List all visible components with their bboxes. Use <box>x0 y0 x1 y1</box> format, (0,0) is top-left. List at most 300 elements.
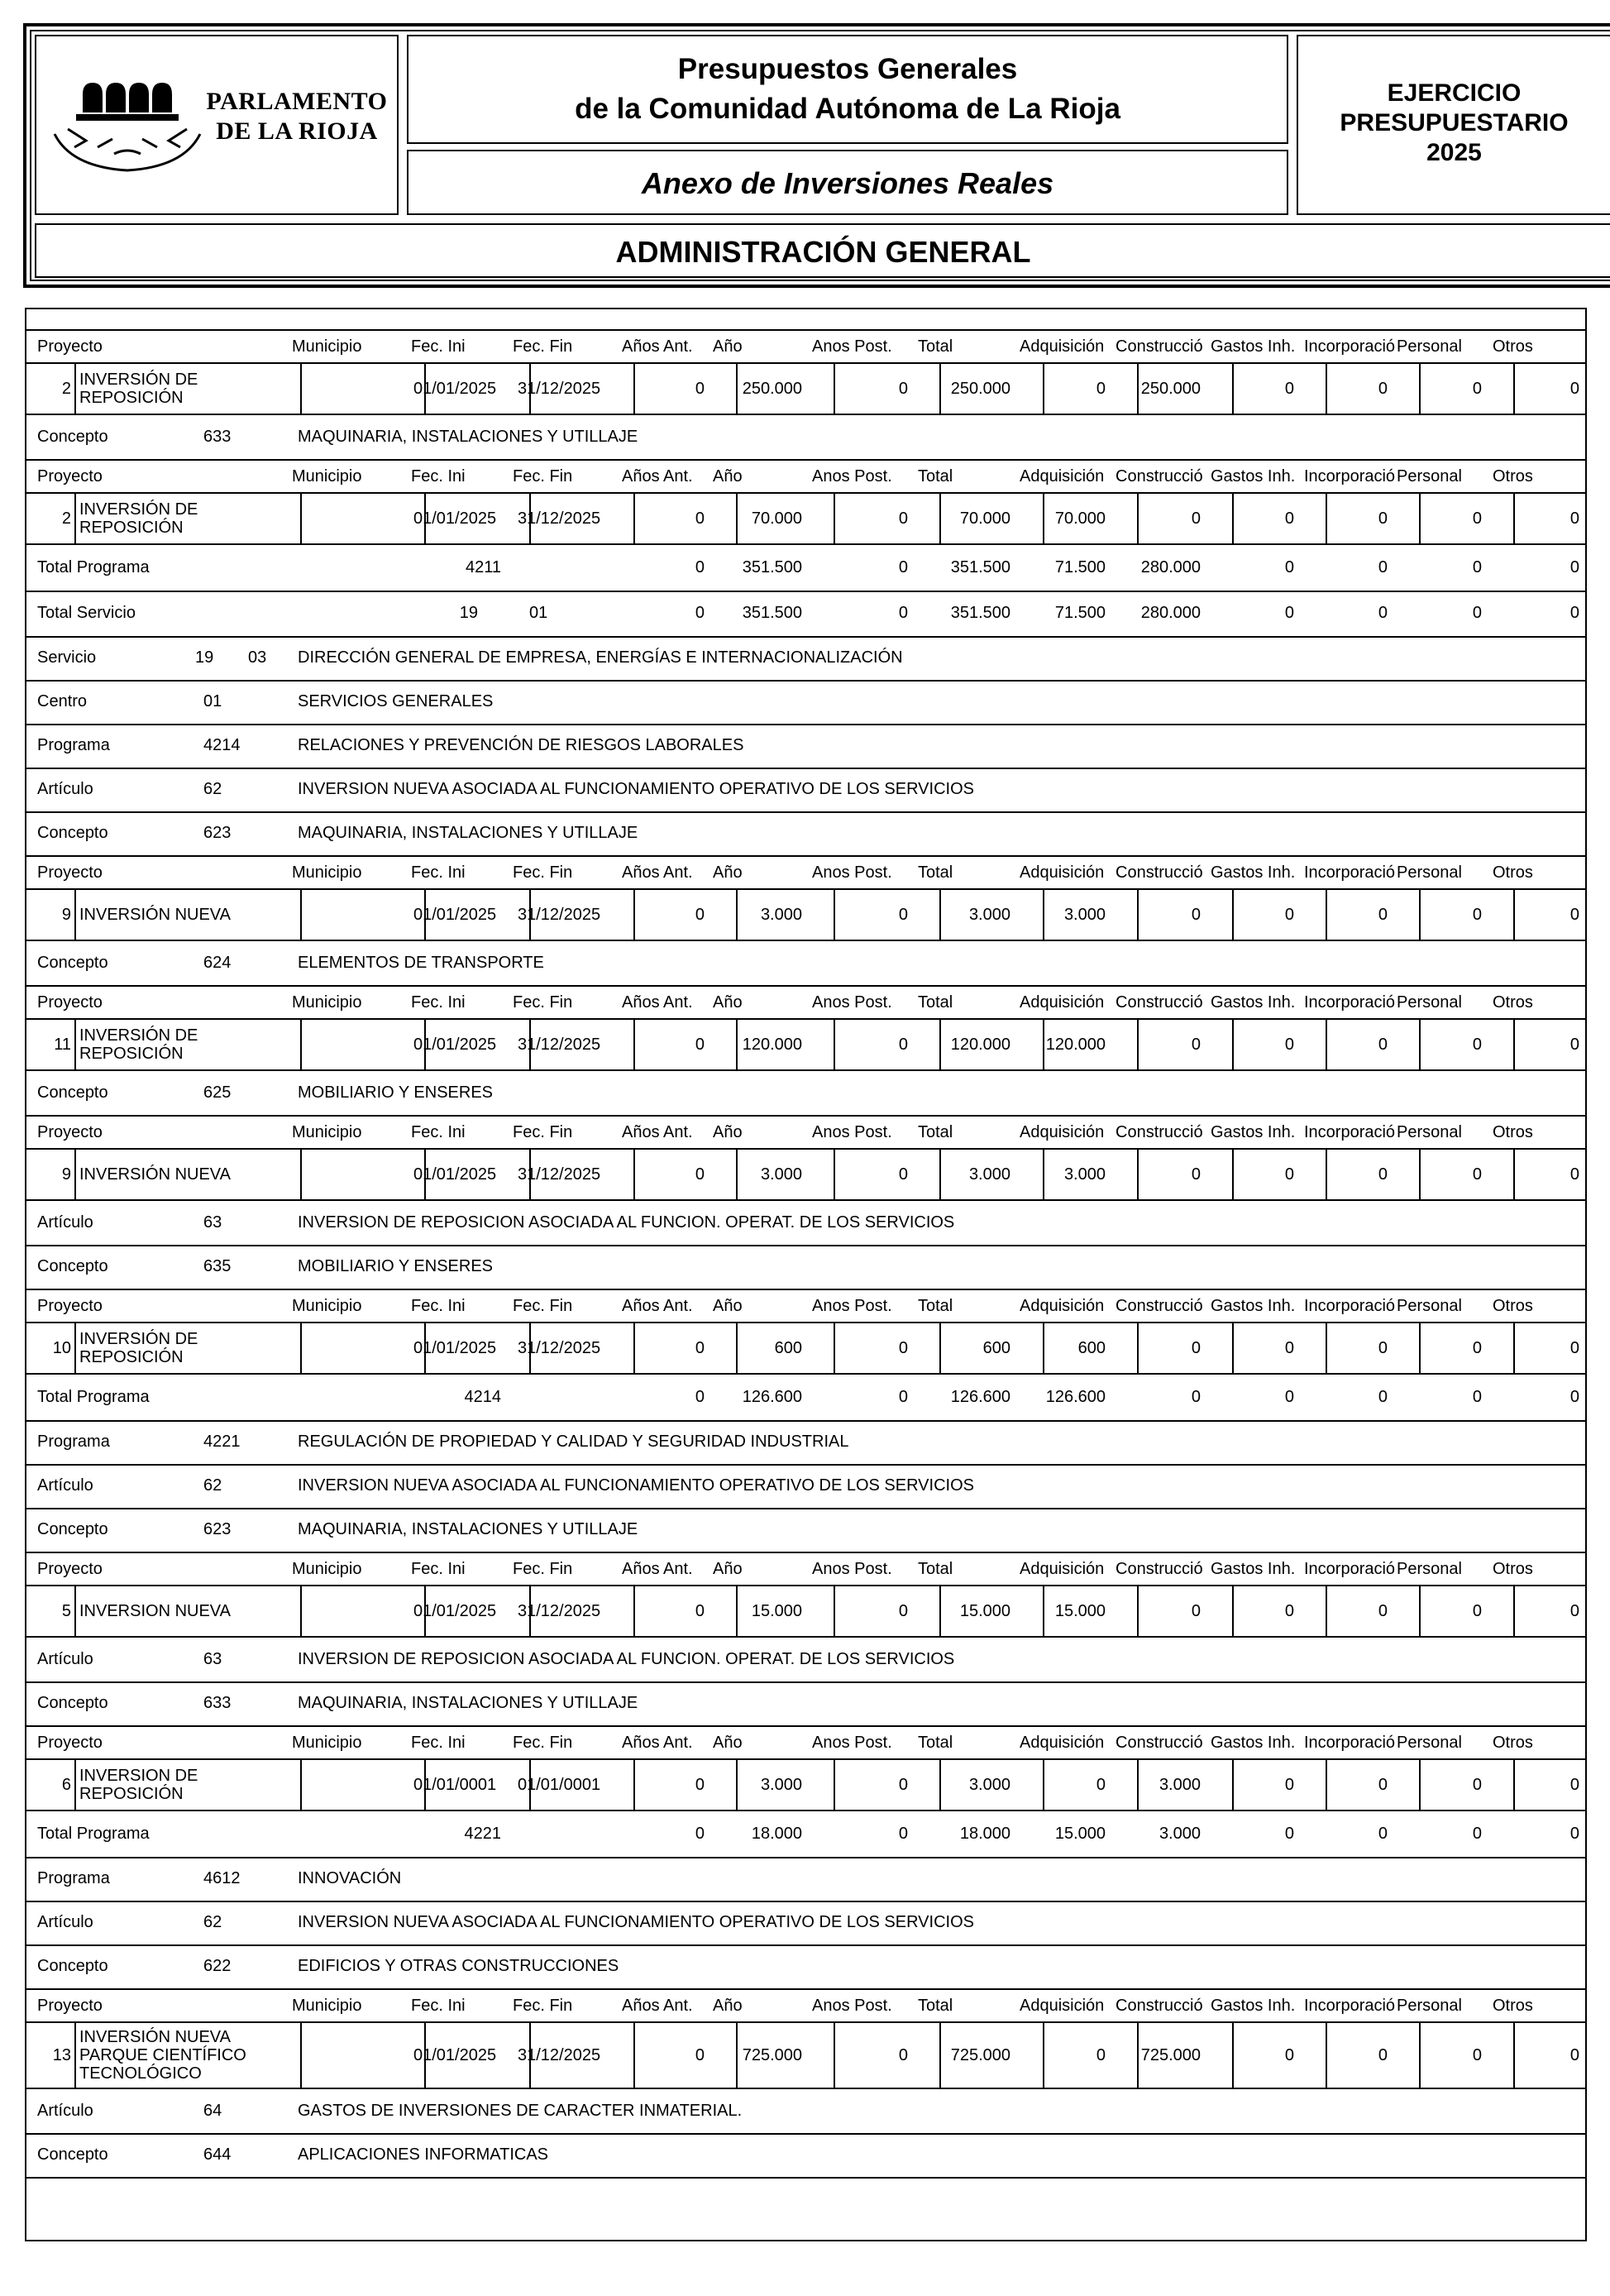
amount-cell: 0 <box>1284 380 1294 398</box>
project-number: 5 <box>61 1602 71 1620</box>
cell-divider <box>1232 364 1234 414</box>
amount-cell: 0 <box>695 1602 705 1620</box>
total-amount: 0 <box>898 1388 908 1406</box>
cell-divider <box>1137 890 1139 940</box>
cell-divider <box>736 1586 738 1636</box>
total-amount: 0 <box>1472 558 1482 576</box>
cell-divider <box>300 2023 302 2088</box>
amount-cell: 0 <box>1472 1165 1482 1184</box>
cell-divider <box>74 1150 76 1199</box>
column-header: Gastos Inh. <box>1211 467 1296 486</box>
row-description: INVERSION DE REPOSICION ASOCIADA AL FUNCION. OPERAT. DE LOS SERVICIOS <box>298 1650 955 1668</box>
cell-divider <box>736 364 738 414</box>
total-code: 4211 <box>465 558 501 576</box>
row-code: 644 <box>203 2145 232 2164</box>
total-amount: 0 <box>1284 1388 1294 1406</box>
end-date: 31/12/2025 <box>518 1165 601 1184</box>
amount-cell: 3.000 <box>1063 1165 1106 1184</box>
column-header: Municipio <box>292 863 362 882</box>
amount-cell: 15.000 <box>1054 1602 1106 1620</box>
column-header: Municipio <box>292 1123 362 1141</box>
column-header: Adquisición <box>1020 467 1105 486</box>
cell-divider <box>1326 1323 1327 1373</box>
column-header: Años Ant. <box>622 863 693 882</box>
ejercicio-line2: PRESUPUESTARIO <box>1340 109 1569 136</box>
amount-cell: 0 <box>1472 2046 1482 2064</box>
column-header: Año <box>713 863 743 882</box>
column-header: Total <box>918 1997 953 2015</box>
column-header: Año <box>713 1997 743 2015</box>
total-amount: 126.600 <box>742 1388 802 1406</box>
column-header: Años Ant. <box>622 1734 693 1752</box>
column-header: Anos Post. <box>812 1997 892 2015</box>
logo-text-line1: PARLAMENTO <box>206 88 388 115</box>
row-description: GASTOS DE INVERSIONES DE CARACTER INMATERIAL. <box>298 2102 743 2120</box>
row-description: SERVICIOS GENERALES <box>298 692 494 710</box>
cell-divider <box>736 2023 738 2088</box>
amount-cell: 0 <box>898 906 908 924</box>
column-header: Personal <box>1397 1297 1462 1315</box>
row-divider <box>25 680 1587 682</box>
cell-divider <box>300 1020 302 1069</box>
logo-box <box>35 35 399 215</box>
total-amount: 0 <box>1569 604 1579 622</box>
row-divider <box>25 768 1587 769</box>
amount-cell: 0 <box>1191 1602 1201 1620</box>
cell-divider <box>1232 1323 1234 1373</box>
amount-cell: 0 <box>898 1165 908 1184</box>
column-header: Total <box>918 467 953 486</box>
cell-divider <box>1137 1760 1139 1810</box>
project-name: INVERSION NUEVA <box>79 1602 231 1620</box>
row-description: RELACIONES Y PREVENCIÓN DE RIESGOS LABORALES <box>298 736 744 754</box>
amount-cell: 0 <box>1378 1165 1388 1184</box>
parlamento-logo-icon <box>48 68 205 184</box>
total-amount: 0 <box>1284 1825 1294 1843</box>
amount-cell: 250.000 <box>1140 380 1201 398</box>
row-code: 62 <box>203 1913 222 1931</box>
row-divider <box>25 1508 1587 1509</box>
column-header: Adquisición <box>1020 1123 1105 1141</box>
column-header: Proyecto <box>37 1560 103 1578</box>
column-header: Construcció <box>1116 467 1203 486</box>
table-row <box>25 492 1587 545</box>
cell-divider <box>633 2023 635 2088</box>
cell-divider <box>834 1760 835 1810</box>
amount-cell: 70.000 <box>959 509 1010 528</box>
table-row <box>25 1758 1587 1811</box>
cell-divider <box>736 1760 738 1810</box>
row-description: APLICACIONES INFORMATICAS <box>298 2145 549 2164</box>
row-divider <box>25 1289 1587 1290</box>
column-header: Incorporació <box>1304 1560 1395 1578</box>
total-amount: 126.600 <box>950 1388 1010 1406</box>
table-row <box>25 2021 1587 2089</box>
cell-divider <box>1043 2023 1044 2088</box>
row-divider <box>25 1681 1587 1683</box>
amount-cell: 725.000 <box>742 2046 802 2064</box>
cell-divider <box>1326 1586 1327 1636</box>
cell-divider <box>1232 494 1234 543</box>
column-header: Personal <box>1397 337 1462 356</box>
column-header: Otros <box>1493 467 1533 486</box>
amount-cell: 0 <box>1191 906 1201 924</box>
amount-cell: 70.000 <box>751 509 802 528</box>
ejercicio-line1: EJERCICIO <box>1387 79 1522 107</box>
column-header: Fec. Ini <box>411 337 466 356</box>
total-amount: 71.500 <box>1054 558 1106 576</box>
column-header: Gastos Inh. <box>1211 993 1296 1012</box>
column-header: Año <box>713 1297 743 1315</box>
total-amount: 0 <box>1284 604 1294 622</box>
column-header: Otros <box>1493 1734 1533 1752</box>
cell-divider <box>1043 1150 1044 1199</box>
project-name: INVERSIÓN DE <box>79 1330 198 1348</box>
cell-divider <box>1043 890 1044 940</box>
amount-cell: 0 <box>1472 906 1482 924</box>
total-amount: 0 <box>695 1388 705 1406</box>
column-header: Municipio <box>292 1297 362 1315</box>
column-header: Construcció <box>1116 863 1203 882</box>
row-label: Concepto <box>37 428 108 446</box>
cell-divider <box>1043 1323 1044 1373</box>
total-code: 4214 <box>464 1388 501 1406</box>
column-header: Municipio <box>292 993 362 1012</box>
column-header: Adquisición <box>1020 1297 1105 1315</box>
row-code-2: 03 <box>248 648 267 667</box>
column-header: Construcció <box>1116 1297 1203 1315</box>
column-header: Fec. Fin <box>513 1997 573 2015</box>
investments-table <box>25 308 1587 2241</box>
project-name: INVERSIÓN DE <box>79 500 198 519</box>
cell-divider <box>1419 1760 1421 1810</box>
cell-divider <box>736 890 738 940</box>
row-label: Concepto <box>37 824 108 842</box>
row-label: Concepto <box>37 1083 108 1102</box>
column-header: Construcció <box>1116 1997 1203 2015</box>
column-header: Fec. Ini <box>411 467 466 486</box>
amount-cell: 3.000 <box>968 1165 1010 1184</box>
column-header: Incorporació <box>1304 1297 1395 1315</box>
amount-cell: 0 <box>898 1776 908 1794</box>
table-row <box>25 1585 1587 1638</box>
column-header: Fec. Fin <box>513 1297 573 1315</box>
cell-divider <box>834 364 835 414</box>
cell-divider <box>1513 1150 1515 1199</box>
total-amount: 15.000 <box>1054 1825 1106 1843</box>
end-date: 31/12/2025 <box>518 1339 601 1357</box>
cell-divider <box>1513 494 1515 543</box>
column-header: Fec. Fin <box>513 863 573 882</box>
column-header: Proyecto <box>37 993 103 1012</box>
row-code: 633 <box>203 428 232 446</box>
column-header: Fec. Ini <box>411 1997 466 2015</box>
amount-cell: 0 <box>898 1339 908 1357</box>
total-amount: 126.600 <box>1045 1388 1106 1406</box>
column-header: Años Ant. <box>622 1997 693 2015</box>
row-label: Concepto <box>37 1957 108 1975</box>
cell-divider <box>1326 494 1327 543</box>
amount-cell: 0 <box>1569 2046 1579 2064</box>
total-amount: 351.500 <box>742 558 802 576</box>
table-row <box>25 1018 1587 1071</box>
column-header: Años Ant. <box>622 1123 693 1141</box>
row-code: 625 <box>203 1083 232 1102</box>
column-header: Fec. Ini <box>411 1123 466 1141</box>
cell-divider <box>633 1586 635 1636</box>
column-header: Año <box>713 467 743 486</box>
cell-divider <box>1419 364 1421 414</box>
total-code: 4221 <box>464 1825 501 1843</box>
cell-divider <box>74 1020 76 1069</box>
project-name: REPOSICIÓN <box>79 1045 184 1063</box>
amount-cell: 120.000 <box>742 1036 802 1054</box>
cell-divider <box>300 890 302 940</box>
column-header: Municipio <box>292 1997 362 2015</box>
amount-cell: 0 <box>898 1036 908 1054</box>
column-header: Fec. Fin <box>513 337 573 356</box>
cell-divider <box>1043 494 1044 543</box>
total-amount: 0 <box>1284 558 1294 576</box>
row-divider <box>25 636 1587 638</box>
column-header: Fec. Fin <box>513 1734 573 1752</box>
cell-divider <box>1326 1760 1327 1810</box>
amount-cell: 0 <box>695 380 705 398</box>
project-name: REPOSICIÓN <box>79 1785 184 1803</box>
amount-cell: 725.000 <box>950 2046 1010 2064</box>
column-header: Municipio <box>292 467 362 486</box>
amount-cell: 0 <box>1472 1776 1482 1794</box>
row-divider <box>25 591 1587 592</box>
amount-cell: 0 <box>1569 1036 1579 1054</box>
amount-cell: 0 <box>1191 1339 1201 1357</box>
amount-cell: 0 <box>1191 509 1201 528</box>
cell-divider <box>1419 494 1421 543</box>
total-amount: 0 <box>1191 1388 1201 1406</box>
row-code: 4214 <box>203 736 241 754</box>
cell-divider <box>1232 1020 1234 1069</box>
column-header: Adquisición <box>1020 1560 1105 1578</box>
cell-divider <box>1137 1586 1139 1636</box>
total-label: Total Programa <box>37 558 150 576</box>
column-header: Total <box>918 337 953 356</box>
column-header: Fec. Fin <box>513 1560 573 1578</box>
cell-divider <box>1326 364 1327 414</box>
amount-cell: 0 <box>1569 380 1579 398</box>
end-date: 31/12/2025 <box>518 906 601 924</box>
column-header: Incorporació <box>1304 337 1395 356</box>
amount-cell: 0 <box>1378 2046 1388 2064</box>
amount-cell: 0 <box>1378 380 1388 398</box>
document-subtitle: Anexo de Inversiones Reales <box>641 166 1054 200</box>
amount-cell: 0 <box>1096 380 1106 398</box>
row-divider <box>25 1901 1587 1902</box>
amount-cell: 0 <box>1569 509 1579 528</box>
row-label: Programa <box>37 1433 110 1451</box>
cell-divider <box>939 364 941 414</box>
row-code: 64 <box>203 2102 222 2120</box>
column-header: Año <box>713 1560 743 1578</box>
total-amount: 0 <box>898 604 908 622</box>
cell-divider <box>736 1020 738 1069</box>
total-amount: 71.500 <box>1054 604 1106 622</box>
row-divider <box>25 724 1587 725</box>
end-date: 31/12/2025 <box>518 509 601 528</box>
column-header: Fec. Ini <box>411 1297 466 1315</box>
total-amount: 0 <box>1569 558 1579 576</box>
project-number: 6 <box>61 1776 71 1794</box>
column-header: Municipio <box>292 1734 362 1752</box>
row-description: INVERSION NUEVA ASOCIADA AL FUNCIONAMIENTO OPERATIVO DE LOS SERVICIOS <box>298 1913 974 1931</box>
column-header: Gastos Inh. <box>1211 337 1296 356</box>
column-header: Gastos Inh. <box>1211 1997 1296 2015</box>
cell-divider <box>1043 364 1044 414</box>
column-header: Construcció <box>1116 337 1203 356</box>
row-description: REGULACIÓN DE PROPIEDAD Y CALIDAD Y SEGURIDAD INDUSTRIAL <box>298 1433 849 1451</box>
row-label: Programa <box>37 736 110 754</box>
project-name: TECNOLÓGICO <box>79 2064 202 2083</box>
row-description: ELEMENTOS DE TRANSPORTE <box>298 954 544 972</box>
column-header: Personal <box>1397 467 1462 486</box>
column-header: Anos Post. <box>812 467 892 486</box>
column-header: Incorporació <box>1304 993 1395 1012</box>
cell-divider <box>939 494 941 543</box>
amount-cell: 70.000 <box>1054 509 1106 528</box>
project-number: 10 <box>52 1339 71 1357</box>
cell-divider <box>300 1323 302 1373</box>
column-header: Gastos Inh. <box>1211 1734 1296 1752</box>
end-date: 31/12/2025 <box>518 1036 601 1054</box>
amount-cell: 0 <box>1284 1165 1294 1184</box>
column-header: Gastos Inh. <box>1211 1123 1296 1141</box>
end-date: 31/12/2025 <box>518 1602 601 1620</box>
cell-divider <box>834 1020 835 1069</box>
project-name: INVERSIÓN NUEVA <box>79 2028 231 2046</box>
cell-divider <box>1232 1150 1234 1199</box>
cell-divider <box>633 1760 635 1810</box>
cell-divider <box>300 494 302 543</box>
total-amount: 0 <box>695 558 705 576</box>
cell-divider <box>834 890 835 940</box>
cell-divider <box>834 1323 835 1373</box>
cell-divider <box>74 1323 76 1373</box>
start-date: 01/01/2025 <box>413 906 497 924</box>
cell-divider <box>1419 1323 1421 1373</box>
cell-divider <box>1232 1586 1234 1636</box>
amount-cell: 0 <box>1378 1339 1388 1357</box>
cell-divider <box>74 364 76 414</box>
cell-divider <box>1137 1323 1139 1373</box>
column-header: Anos Post. <box>812 1560 892 1578</box>
section-box <box>35 223 1610 278</box>
amount-cell: 0 <box>898 509 908 528</box>
column-header: Año <box>713 993 743 1012</box>
project-number: 9 <box>61 906 71 924</box>
cell-divider <box>939 890 941 940</box>
column-header: Fec. Ini <box>411 1734 466 1752</box>
row-label: Concepto <box>37 1257 108 1275</box>
cell-divider <box>1232 890 1234 940</box>
column-header: Adquisición <box>1020 1997 1105 2015</box>
amount-cell: 0 <box>898 2046 908 2064</box>
amount-cell: 0 <box>695 1339 705 1357</box>
cell-divider <box>1137 1020 1139 1069</box>
column-header: Proyecto <box>37 1123 103 1141</box>
start-date: 01/01/2025 <box>413 1036 497 1054</box>
project-number: 2 <box>61 380 71 398</box>
total-label: Total Programa <box>37 1825 150 1843</box>
cell-divider <box>74 2023 76 2088</box>
row-label: Servicio <box>37 648 97 667</box>
project-name: REPOSICIÓN <box>79 389 184 407</box>
cell-divider <box>74 890 76 940</box>
cell-divider <box>1419 2023 1421 2088</box>
amount-cell: 0 <box>1378 1776 1388 1794</box>
cell-divider <box>1513 1020 1515 1069</box>
amount-cell: 600 <box>774 1339 802 1357</box>
column-header: Proyecto <box>37 863 103 882</box>
row-code: 19 <box>195 648 214 667</box>
start-date: 01/01/0001 <box>413 1776 497 1794</box>
row-divider <box>25 1420 1587 1422</box>
column-header: Adquisición <box>1020 863 1105 882</box>
column-header: Año <box>713 337 743 356</box>
cell-divider <box>736 1323 738 1373</box>
column-header: Fec. Fin <box>513 467 573 486</box>
amount-cell: 0 <box>695 1776 705 1794</box>
total-amount: 280.000 <box>1140 604 1201 622</box>
row-label: Artículo <box>37 1650 93 1668</box>
row-label: Artículo <box>37 1476 93 1495</box>
cell-divider <box>1513 2023 1515 2088</box>
amount-cell: 3.000 <box>968 1776 1010 1794</box>
row-divider <box>25 329 1587 331</box>
amount-cell: 0 <box>1191 1165 1201 1184</box>
row-divider <box>25 2133 1587 2135</box>
column-header: Total <box>918 1297 953 1315</box>
start-date: 01/01/2025 <box>413 1602 497 1620</box>
cell-divider <box>1326 1020 1327 1069</box>
row-code: 63 <box>203 1213 222 1232</box>
column-header: Total <box>918 863 953 882</box>
total-amount: 0 <box>1569 1825 1579 1843</box>
ejercicio-box <box>1297 35 1610 215</box>
column-header: Construcció <box>1116 1123 1203 1141</box>
project-name: INVERSIÓN DE <box>79 371 198 389</box>
cell-divider <box>1137 364 1139 414</box>
cell-divider <box>1137 494 1139 543</box>
amount-cell: 725.000 <box>1140 2046 1201 2064</box>
column-header: Incorporació <box>1304 467 1395 486</box>
project-number: 9 <box>61 1165 71 1184</box>
amount-cell: 3.000 <box>760 906 802 924</box>
row-divider <box>25 985 1587 987</box>
row-divider <box>25 1245 1587 1246</box>
row-label: Centro <box>37 692 88 710</box>
column-header: Otros <box>1493 337 1533 356</box>
column-header: Incorporació <box>1304 1997 1395 2015</box>
total-amount: 351.500 <box>950 604 1010 622</box>
column-header: Total <box>918 1734 953 1752</box>
cell-divider <box>1043 1586 1044 1636</box>
project-name: INVERSION DE <box>79 1767 198 1785</box>
cell-divider <box>300 1760 302 1810</box>
total-amount: 280.000 <box>1140 558 1201 576</box>
cell-divider <box>1232 2023 1234 2088</box>
column-header: Construcció <box>1116 1734 1203 1752</box>
column-header: Municipio <box>292 337 362 356</box>
amount-cell: 0 <box>1191 1036 1201 1054</box>
